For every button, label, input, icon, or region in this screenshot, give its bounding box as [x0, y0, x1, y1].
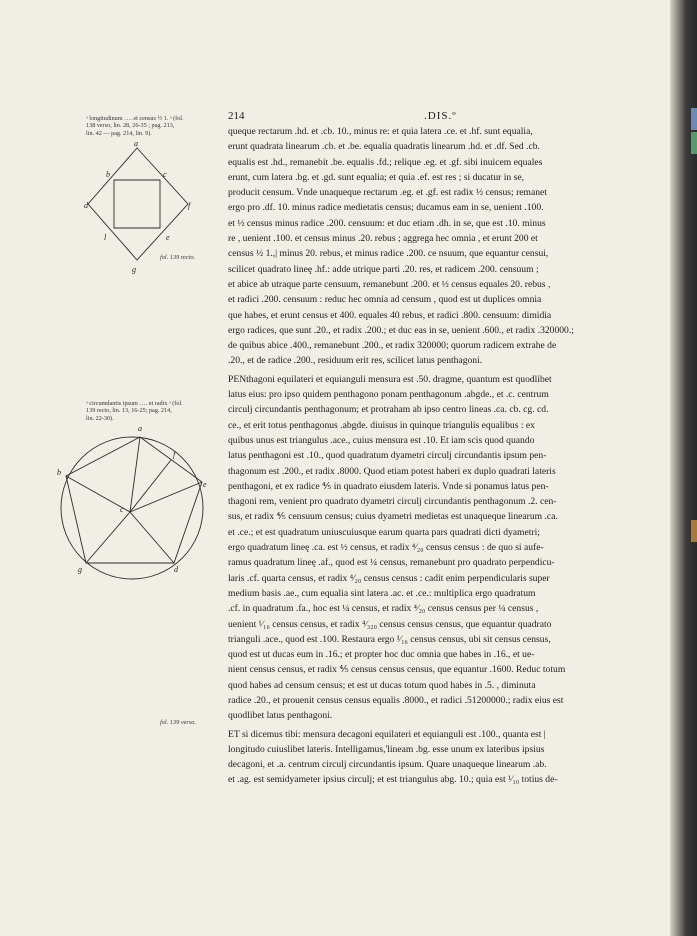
scan-marker	[691, 108, 697, 130]
text-line: et ½ census minus radice .200. censuum: et duc etiam .dh. in se, que est .10. minus	[228, 217, 546, 229]
fig2-label-d: d	[174, 565, 178, 574]
fig2-label-a: a	[138, 424, 142, 433]
text-line: de quibus abice .400., remanebunt .200., et radix 320000; quorum radicem extrahe de	[228, 340, 557, 352]
text-line: .cf. in quadratum .fa., hoc est ¼ census, et radix ⁴⁄₂₀ census census per ¼ census ,	[228, 603, 539, 615]
text-line: uenient ¹⁄₁₆ census census, et radix ⁴⁄₃₂₀ census census census, que equantur quadrato	[228, 618, 552, 630]
text-line: ce., et erit totus penthagonus .abgde. diuisus in quinque triangulis equalibus : ex	[228, 419, 535, 431]
fig2-label-f: f	[173, 450, 176, 459]
text-line: quodlibet latus penthagoni.	[228, 710, 333, 722]
fig2-label-e: e	[203, 480, 207, 489]
text-line: ergo quadratum lineę .ca. est ½ census, et radix ⁴⁄₂₀ census census : de quo si aufe-	[228, 542, 544, 554]
text-line: decagoni, et .a. centrum circulj circundantis ipsum. Quare unaqueque linearum .ab.	[228, 759, 547, 771]
text-line: que habes, et erunt census et 400. equales 40 rebus, et radici .800. censuum: dimidia	[228, 309, 552, 321]
text-line: quod habes ad censum census; et est ut ducas totum quod habes in .5. , diminuta	[228, 679, 536, 691]
text-line: sus, et radix ⅘ censuum census; cuius dyametri medietas est unaqueque linearum .ca.	[228, 511, 558, 523]
text-line: trianguli .ace., quod est .100. Restaura ergo ¹⁄₁₆ census census, ubi sit census census,	[228, 633, 551, 645]
running-head: .DIS.º	[424, 110, 457, 122]
margin-note-line: 139 recto, lin. 13, 16-25; pag. 214,	[86, 407, 172, 415]
text-line: thagonum est .200., et radix .8000. Quod etiam potest haberi ex duplo quadrati lateris	[228, 465, 556, 477]
rhombus-outline	[88, 148, 188, 260]
text-line: medium basis .ae., cum equalia sint latera .ac. et .ce.: multiplica ergo quadratum	[228, 587, 536, 599]
text-line: et .ce.; et est quadratum uniuscuiusque earum quarta pars quadrati dicti dyametri;	[228, 526, 540, 538]
radius-cg	[86, 512, 130, 563]
margin-note-line: lin. 22-30).	[86, 414, 114, 422]
margin-note-line: ᵃ longitudinum …. et census ½ 1. ᵃ (fol.	[86, 115, 184, 122]
text-line: latus eius: pro ipso quidem penthagono ponam penthagonum .abgde., et .c. centrum	[228, 389, 549, 401]
fig1-label-b: b	[106, 170, 110, 179]
text-line: ramus quadratum lineę .af., quod est ¼ census, remanebunt pro quadrato perpendicu-	[228, 557, 555, 569]
figure-pentagon-in-circle	[54, 420, 210, 580]
margin-note-line: ᵃ circumdantis ipsum …. et radix ᵃ (fol.	[86, 400, 183, 407]
text-line: quibus unus est triangulus .ace., cuius mensura est .10. Et iam scis quod quando	[228, 434, 535, 446]
text-line: quod est ut ducas eum in .16.; et propter hoc duc omnia que habes in .16., et ue-	[228, 649, 535, 661]
fig1-label-d: d	[84, 201, 88, 210]
inner-square	[114, 180, 160, 228]
text-line: et radici .200. censuum : reduc hec omnia ad censum , quod est ut duplices omnia	[228, 294, 542, 306]
fig1-label-l: l	[104, 233, 107, 242]
fig1-label-g: g	[132, 265, 136, 274]
margin-note-line: lin. 42 — pag. 214, lin. 9).	[86, 129, 152, 137]
margin-note-1	[86, 115, 184, 137]
folio-ref-2: fol. 139 verso.	[160, 719, 197, 726]
fig2-label-g: g	[78, 565, 82, 574]
scan-marker	[691, 132, 697, 154]
text-line: ergo pro .df. 10. minus radice medietatis census; ducamus eam in se, uenient .100.	[228, 202, 544, 214]
text-line: equalis est .hd., remanebit .be. equalis .fd.; relique .eg. et .gf. sibi inuicem equales	[228, 156, 543, 168]
text-line: longitudo cuiuslibet lateris. Intelligamus,'lineam .bg. esse unum ex lateribus ipsius	[228, 743, 545, 755]
text-line: scilicet quadrato lineę .hf.: adde utrique parti .20. res, et radicem .200. censuum ;	[228, 263, 539, 275]
text-line: queque rectarum .hd. et .cb. 10., minus re: et quia latera .ce. et .hf. sunt equalia,	[228, 126, 533, 137]
text-line: radice .20., et prouenit census census equalis .8000., et radici .51200000.; radix eius est	[228, 694, 564, 706]
margin-note-line: 138 verso, lin. 28, 26-35 ; pag. 213,	[86, 122, 175, 130]
text-line: thagoni rem, venient pro quadrato dyametri circulj circundantis penthagonum .2. cen-	[228, 496, 557, 508]
page-header	[228, 110, 652, 124]
fig1-label-a: a	[134, 139, 138, 148]
circumscribed-circle	[61, 437, 203, 579]
page-number: 214	[228, 110, 245, 122]
text-line: latus penthagoni est .10., quod quadratum dyametri circulj circundantis ipsum pen-	[228, 450, 547, 462]
text-line: re , uenient .100. et census minus .20. rebus ; aggrega hec omnia , et erunt 200 et	[228, 233, 538, 245]
pentagon-outline	[66, 437, 202, 563]
fig1-label-e: e	[166, 233, 170, 242]
text-line: circulj circundantis penthagonum; et protraham ab ipso centro lineas .ca. cb. cg. cd.	[228, 404, 549, 416]
fig2-label-b: b	[57, 468, 61, 477]
scan-marker	[691, 520, 697, 542]
text-line: ET si dicemus tibi: mensura decagoni equilateri et equianguli est .100., quanta est |	[228, 728, 546, 740]
margin-note-2	[86, 400, 183, 422]
fig1-label-c: c	[163, 170, 167, 179]
radius-ce	[130, 482, 202, 512]
text-line: nient census census, et radix ⅘ census census census, que equantur .1600. Reduc totum	[228, 664, 566, 676]
text-line: PENthagoni equilateri et equianguli mensura est .50. dragme, quantum est quodlibet	[228, 373, 552, 385]
text-line: census ½ 1.,| minus 20. rebus, et minus radice .200. ce nsuum, que equantur censui,	[228, 248, 549, 260]
main-text	[228, 124, 652, 788]
fig1-label-f: f	[188, 201, 191, 210]
book-spine-edge	[670, 0, 697, 936]
text-line: erunt, cum latera .bg. et .gd. sunt equalia; et quia .ef. est res ; si ducatur in se,	[228, 171, 524, 183]
folio-ref-1: fol. 139 recto.	[160, 254, 196, 261]
text-line: et .ag. est semidyameter ipsius circulj; et est triangulus abg. 10.; quia est ¹⁄₁₀ totius de-	[228, 774, 558, 786]
text-line: producit censum. Vnde unaqueque rectarum .eg. et .gf. est radix ½ census; remanet	[228, 187, 547, 199]
text-line: penthagoni, et ex radice ⅘ in quadrato eiusdem lateris. Vnde si ponamus latus pen-	[228, 480, 549, 492]
text-line: ergo radices, que sunt .20., et radix .200.; et duc eas in se, uenient .600., et radix .320000.;	[228, 324, 574, 336]
text-line: laris .cf. quarta census, et radix ⁴⁄₂₀ census census : cadit enim perpendicularis super	[228, 572, 550, 584]
text-line: .20., et de radice .200., residuum erit res, scilicet latus penthagoni.	[228, 355, 483, 367]
fig2-label-c: c	[120, 505, 124, 514]
text-line: erunt quadrata linearum .cb. et .be. equalia quadratis linearum .hd. et .df. Sed .cb.	[228, 141, 540, 153]
radius-cd	[130, 512, 174, 563]
text-line: et abice ab utraque parte censuum, remanebunt .200. et ½ census equales 20. rebus ,	[228, 278, 551, 290]
